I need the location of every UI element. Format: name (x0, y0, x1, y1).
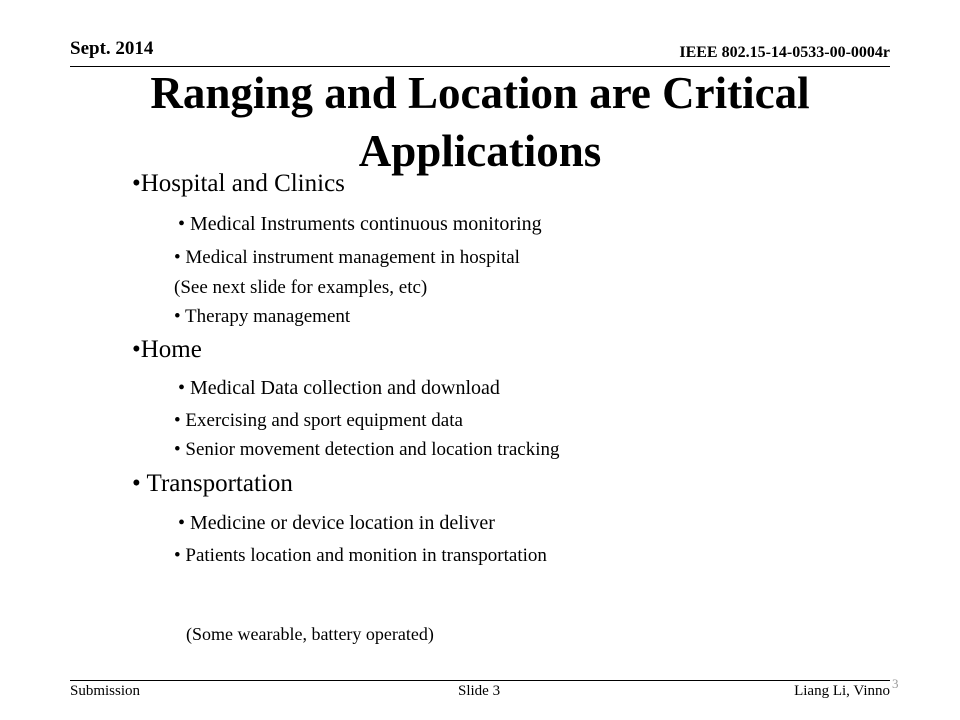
bullet-home: •Home (132, 336, 202, 363)
footer-author: Liang Li, Vinno (794, 683, 890, 699)
bullet-patients-location: • Patients location and monition in transportation (174, 545, 547, 566)
bullet-therapy-management: • Therapy management (174, 306, 351, 327)
header-date: Sept. 2014 (70, 38, 154, 59)
bullet-medical-instruments-monitoring: • Medical Instruments continuous monitoring (178, 213, 542, 235)
bullet-medical-data-collection: • Medical Data collection and download (178, 377, 500, 399)
footer-submission: Submission (70, 683, 141, 699)
footer-divider (70, 680, 890, 681)
page-number: 3 (892, 676, 899, 691)
bullet-medicine-device-location: • Medicine or device location in deliver (178, 512, 495, 534)
bullet-hospital-and-clinics: •Hospital and Clinics (132, 170, 345, 197)
footer-slide-number: Slide 3 (458, 683, 501, 699)
header-document-id: IEEE 802.15-14-0533-00-0004r (679, 44, 890, 61)
bullet-transportation: • Transportation (132, 470, 293, 497)
slide-title: Ranging and Location are Critical Applications (150, 68, 810, 176)
bullet-exercising-sport-equipment: • Exercising and sport equipment data (174, 410, 463, 431)
bullet-medical-instrument-management: • Medical instrument management in hospital (174, 247, 520, 268)
bullet-see-next-slide: (See next slide for examples, etc) (174, 277, 428, 298)
wearable-note: (Some wearable, battery operated) (186, 624, 434, 644)
bullet-senior-movement-detection: • Senior movement detection and location tracking (174, 439, 560, 460)
